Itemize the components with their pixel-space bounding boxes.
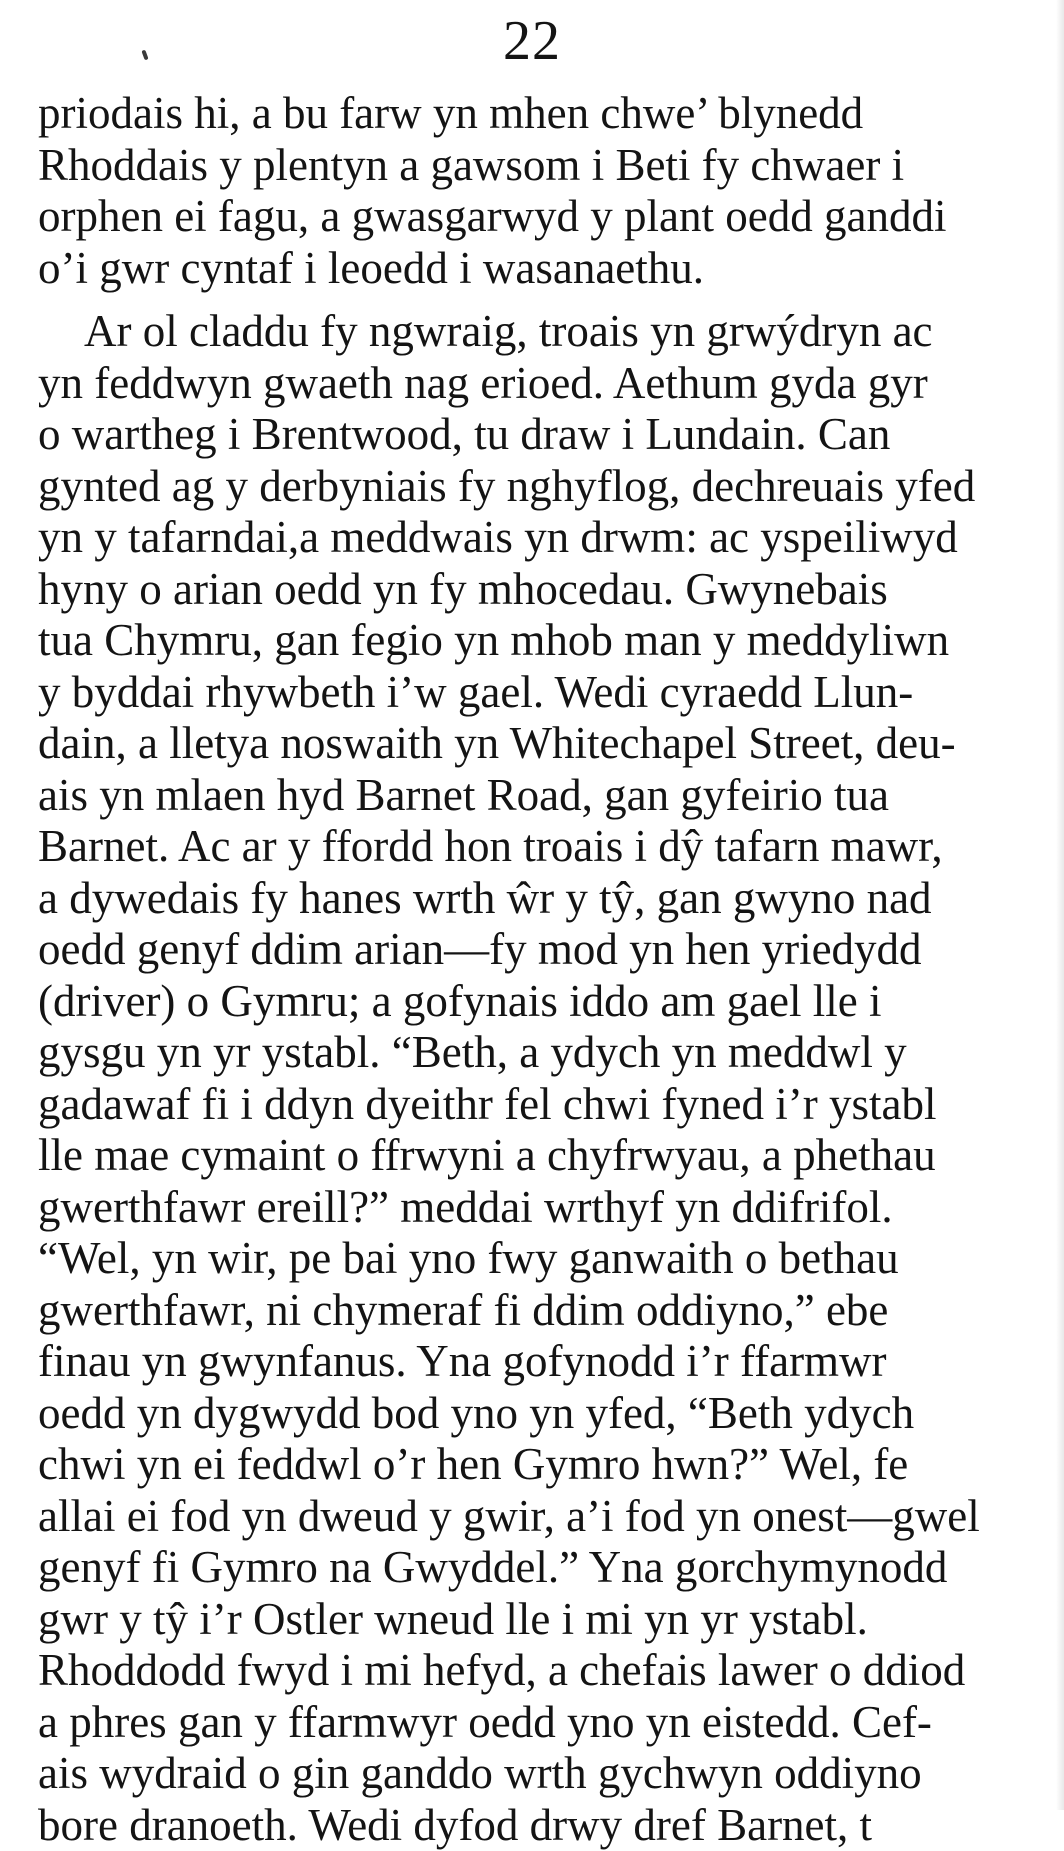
text-line: dain, a lletya noswaith yn Whitechapel Street, deu- (38, 718, 1064, 770)
paragraph-gap (38, 294, 1064, 306)
text-line: Rhoddodd fwyd i mi hefyd, a chefais lawer o ddiod (38, 1645, 1064, 1697)
text-line: hyny o arian oedd yn fy mhocedau. Gwynebais (38, 564, 1064, 616)
text-line: yn y tafarndai,a meddwais yn drwm: ac yspeiliwyd (38, 512, 1064, 564)
text-line: tua Chymru, gan fegio yn mhob man y meddyliwn (38, 615, 1064, 667)
text-line: a dywedais fy hanes wrth ŵr y tŷ, gan gwyno nad (38, 873, 1064, 925)
text-line: bore dranoeth. Wedi dyfod drwy dref Barnet, t (38, 1800, 1064, 1851)
text-line: Barnet. Ac ar y ffordd hon troais i dŷ tafarn mawr, (38, 821, 1064, 873)
text-line: ais wydraid o gin ganddo wrth gychwyn oddiyno (38, 1748, 1064, 1800)
text-line: gadawaf fi i ddyn dyeithr fel chwi fyned i’r ystabl (38, 1079, 1064, 1131)
text-line: oedd yn dygwydd bod yno yn yfed, “Beth ydych (38, 1388, 1064, 1440)
text-line: gynted ag y derbyniais fy nghyflog, dechreuais yfed (38, 461, 1064, 513)
paragraph-1 (38, 88, 1064, 294)
text-line: chwi yn ei feddwl o’r hen Gymro hwn?” Wel, fe (38, 1439, 1064, 1491)
text-line: (driver) o Gymru; a gofynais iddo am gael lle i (38, 976, 1064, 1028)
text-line: y byddai rhywbeth i’w gael. Wedi cyraedd Llun- (38, 667, 1064, 719)
text-line: finau yn gwynfanus. Yna gofynodd i’r ffarmwr (38, 1336, 1064, 1388)
text-line: yn feddwyn gwaeth nag erioed. Aethum gyda gyr (38, 358, 1064, 410)
text-line: allai ei fod yn dweud y gwir, a’i fod yn onest—gwel (38, 1491, 1064, 1543)
page-number: 22 (0, 6, 1064, 76)
text-line: Ar ol claddu fy ngwraig, troais yn grwýdryn ac (38, 306, 1064, 358)
text-line: a phres gan y ffarmwyr oedd yno yn eistedd. Cef- (38, 1697, 1064, 1749)
text-line: Rhoddais y plentyn a gawsom i Beti fy chwaer i (38, 140, 1064, 192)
text-line: ais yn mlaen hyd Barnet Road, gan gyfeirio tua (38, 770, 1064, 822)
text-line: orphen ei fagu, a gwasgarwyd y plant oedd ganddi (38, 191, 1064, 243)
body-text (38, 88, 1064, 1851)
text-line: o wartheg i Brentwood, tu draw i Lundain. Can (38, 409, 1064, 461)
text-line: o’i gwr cyntaf i leoedd i wasanaethu. (38, 243, 1064, 295)
text-line: gwr y tŷ i’r Ostler wneud lle i mi yn yr ystabl. (38, 1594, 1064, 1646)
text-line: priodais hi, a bu farw yn mhen chwe’ blynedd (38, 88, 1064, 140)
page-edge-shadow (1056, 0, 1064, 1810)
paragraph-2 (38, 306, 1064, 1851)
text-line: “Wel, yn wir, pe bai yno fwy ganwaith o bethau (38, 1233, 1064, 1285)
text-line: gwerthfawr ereill?” meddai wrthyf yn ddifrifol. (38, 1182, 1064, 1234)
text-line: genyf fi Gymro na Gwyddel.” Yna gorchymynodd (38, 1542, 1064, 1594)
text-line: gwerthfawr, ni chymeraf fi ddim oddiyno,” ebe (38, 1285, 1064, 1337)
text-line: gysgu yn yr ystabl. “Beth, a ydych yn meddwl y (38, 1027, 1064, 1079)
text-line: oedd genyf ddim arian—fy mod yn hen yriedydd (38, 924, 1064, 976)
text-line: lle mae cymaint o ffrwyni a chyfrwyau, a phethau (38, 1130, 1064, 1182)
